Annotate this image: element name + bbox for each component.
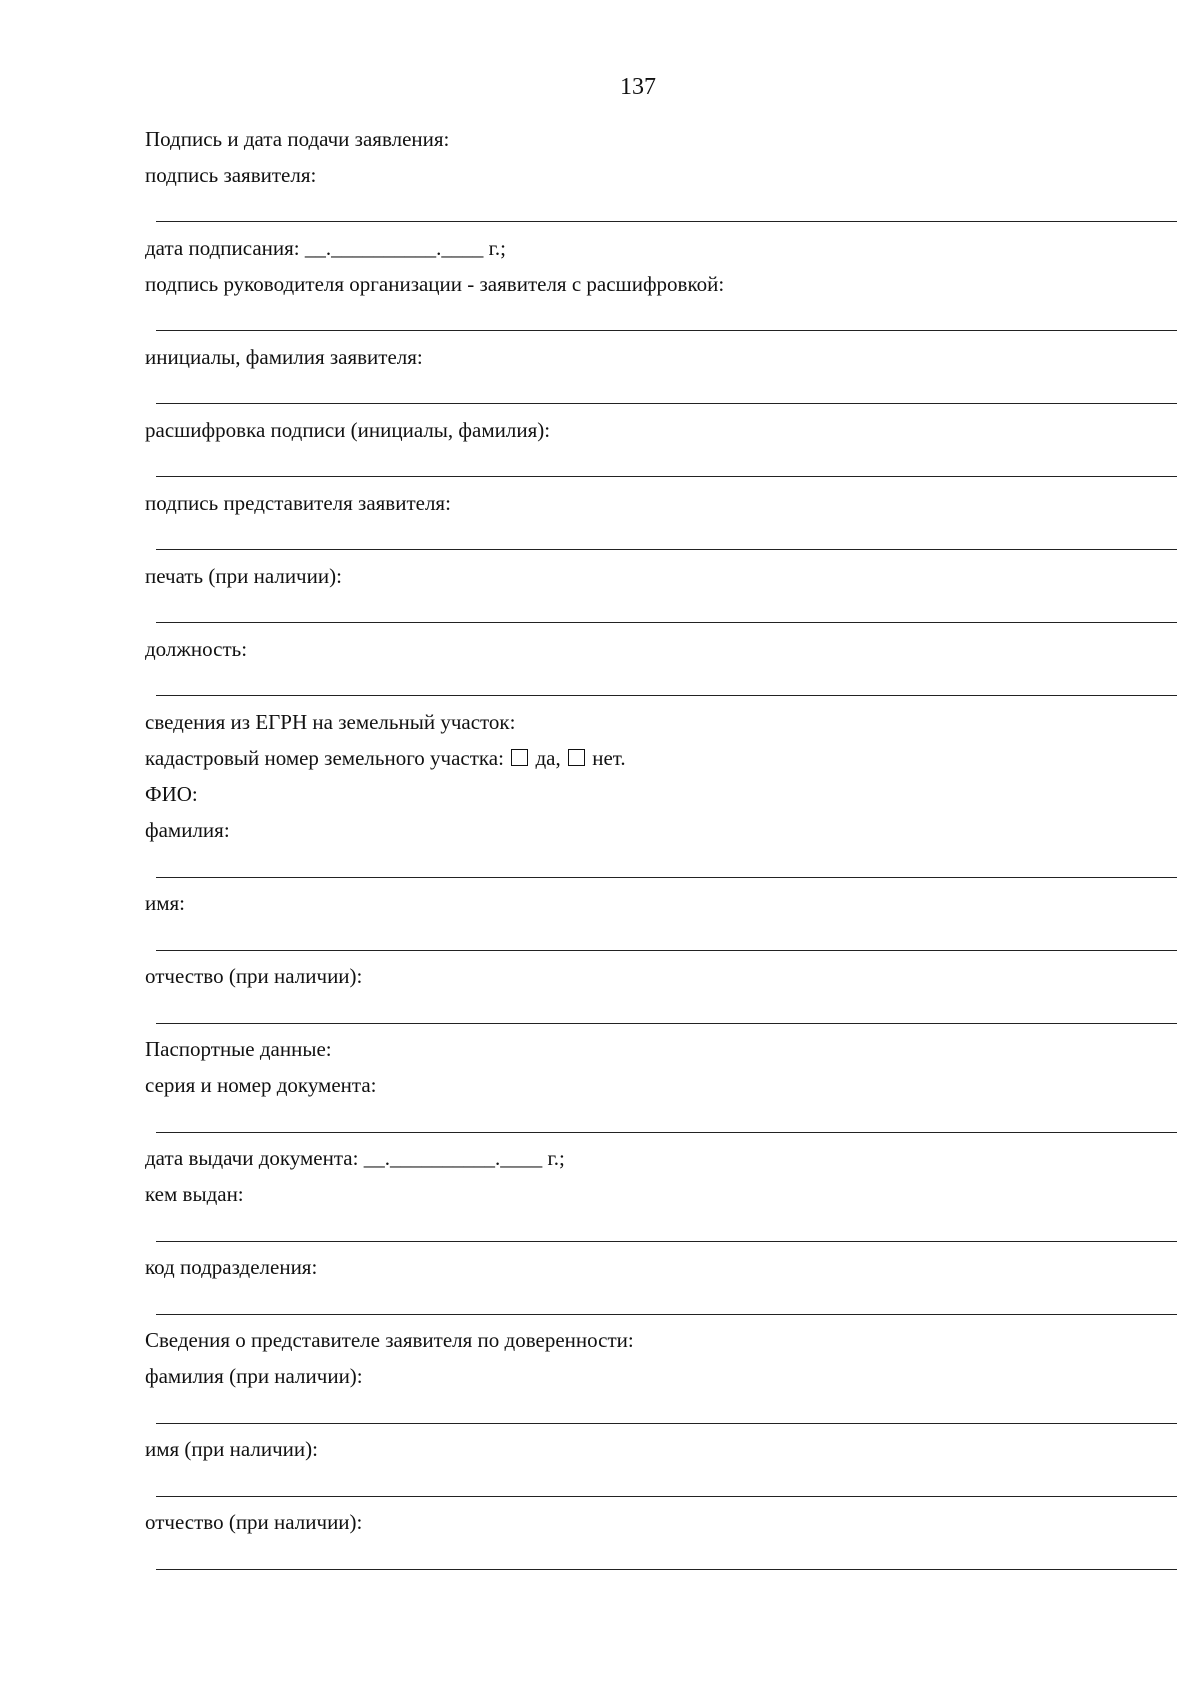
- field-line-document-number[interactable]: [156, 1132, 1177, 1133]
- field-line-representative-signature[interactable]: [156, 549, 1177, 550]
- field-line-applicant-signature[interactable]: [156, 221, 1177, 222]
- section-title-representative: Сведения о представителе заявителя по доверенности:: [145, 1328, 634, 1352]
- label-initials-surname: инициалы, фамилия заявителя:: [145, 345, 423, 369]
- label-stamp: печать (при наличии):: [145, 564, 342, 588]
- checkbox-yes[interactable]: [511, 749, 528, 766]
- label-subdivision-code: код подразделения:: [145, 1255, 318, 1279]
- label-rep-patronymic: отчество (при наличии):: [145, 1510, 363, 1534]
- checkbox-no[interactable]: [568, 749, 585, 766]
- label-cadastral-number: [145, 745, 626, 771]
- field-line-rep-patronymic[interactable]: [156, 1569, 1177, 1570]
- field-line-initials-surname[interactable]: [156, 403, 1177, 404]
- page-number: 137: [620, 74, 656, 100]
- label-signature-decoding: расшифровка подписи (инициалы, фамилия):: [145, 418, 551, 442]
- checkbox-no-label: нет.: [592, 746, 626, 770]
- label-position: должность:: [145, 637, 248, 661]
- label-representative-signature: подпись представителя заявителя:: [145, 491, 451, 515]
- field-line-signature-decoding[interactable]: [156, 476, 1177, 477]
- label-surname: фамилия:: [145, 818, 230, 842]
- field-line-patronymic[interactable]: [156, 1023, 1177, 1024]
- label-egrn-info: сведения из ЕГРН на земельный участок:: [145, 710, 516, 734]
- field-line-head-signature[interactable]: [156, 330, 1177, 331]
- label-head-signature: подпись руководителя организации - заявителя с расшифровкой:: [145, 272, 725, 296]
- label-document-number: серия и номер документа:: [145, 1073, 377, 1097]
- section-title-passport: Паспортные данные:: [145, 1037, 332, 1061]
- label-issue-date: дата выдачи документа: __.__________.____ г.;: [145, 1146, 565, 1170]
- field-line-rep-surname[interactable]: [156, 1423, 1177, 1424]
- field-line-stamp[interactable]: [156, 622, 1177, 623]
- label-fio: ФИО:: [145, 782, 198, 806]
- field-line-subdivision-code[interactable]: [156, 1314, 1177, 1315]
- cadastral-label: кадастровый номер земельного участка:: [145, 746, 510, 770]
- label-issued-by: кем выдан:: [145, 1182, 244, 1206]
- label-signing-date: дата подписания: __.__________.____ г.;: [145, 236, 506, 260]
- label-rep-surname: фамилия (при наличии):: [145, 1364, 363, 1388]
- label-rep-name: имя (при наличии):: [145, 1437, 318, 1461]
- label-patronymic: отчество (при наличии):: [145, 964, 363, 988]
- field-line-issued-by[interactable]: [156, 1241, 1177, 1242]
- checkbox-yes-label: да,: [535, 746, 561, 770]
- label-name: имя:: [145, 891, 186, 915]
- field-line-surname[interactable]: [156, 877, 1177, 878]
- section-title-signature-date: Подпись и дата подачи заявления:: [145, 127, 450, 151]
- field-line-position[interactable]: [156, 695, 1177, 696]
- field-line-rep-name[interactable]: [156, 1496, 1177, 1497]
- field-line-name[interactable]: [156, 950, 1177, 951]
- label-applicant-signature: подпись заявителя:: [145, 163, 317, 187]
